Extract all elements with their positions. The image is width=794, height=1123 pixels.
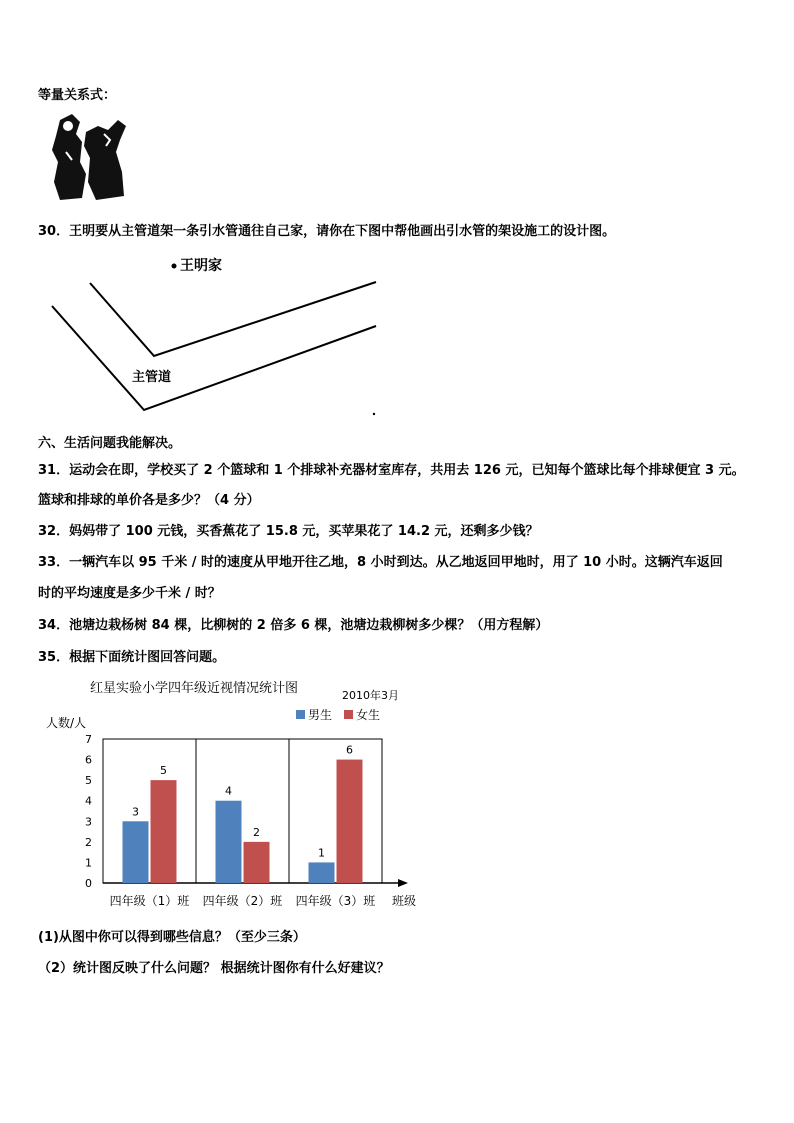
equation-label: 等量关系式： [38, 88, 117, 103]
figure-image [46, 112, 128, 204]
chart-subtitle: 2010年3月 [342, 689, 399, 702]
question-33-line-1: 33．一辆汽车以 95 千米 / 时的速度从甲地开往乙地，8 小时到达。从乙地返回甲地时，用了 10 小时。这辆汽车返回 [38, 555, 723, 570]
question-33-line-2: 时的平均速度是多少千米 / 时？ [38, 586, 221, 601]
x-axis-label: 班级 [392, 894, 417, 908]
question-32: 32．妈妈带了 100 元钱，买香蕉花了 15.8 元，买苹果花了 14.2 元，还剩多少钱？ [38, 524, 539, 539]
question-35-sub-1: (1)从图中你可以得到哪些信息？（至少三条） [38, 930, 306, 945]
y-tick-label: 7 [85, 733, 92, 746]
data-label: 4 [225, 784, 232, 798]
bar-boys [309, 862, 335, 883]
y-axis-label: 人数/人 [46, 716, 87, 730]
y-tick-label: 4 [85, 794, 92, 808]
pipe-inner-edge [90, 282, 376, 356]
category-label: 四年级（2）班 [202, 894, 283, 908]
y-tick-label: 6 [85, 753, 92, 767]
data-label: 6 [346, 743, 353, 757]
question-35-sub-2: （2）统计图反映了什么问题？ 根据统计图你有什么好建议？ [38, 961, 390, 976]
bar-boys [123, 821, 149, 883]
category-label: 四年级（1）班 [109, 894, 190, 908]
data-label: 2 [253, 825, 260, 839]
pipe-outer-edge [52, 306, 376, 410]
pipe-diagram [40, 250, 380, 420]
legend-swatch [296, 710, 305, 719]
question-34: 34．池塘边栽杨树 84 棵，比柳树的 2 倍多 6 棵，池塘边栽柳树多少棵？（用方程解） [38, 618, 549, 633]
data-label: 3 [132, 805, 139, 819]
y-tick-label: 5 [85, 774, 92, 788]
question-30: 30．王明要从主管道架一条引水管通往自己家，请你在下图中帮他画出引水管的架设施工的设计图。 [38, 224, 616, 239]
bar-chart [40, 672, 440, 917]
y-tick-label: 2 [85, 835, 92, 849]
chart-title: 红星实验小学四年级近视情况统计图 [90, 681, 299, 696]
house-label: 王明家 [180, 258, 222, 274]
category-label: 四年级（3）班 [295, 894, 376, 908]
house-dot [172, 264, 177, 269]
legend-label: 男生 [308, 708, 333, 722]
section-6-title: 六、生活问题我能解决。 [38, 436, 182, 451]
bar-girls [244, 842, 270, 883]
bar-boys [216, 801, 242, 883]
pipe-label: 主管道 [132, 370, 172, 385]
y-tick-label: 3 [85, 815, 92, 829]
x-axis-arrow [398, 879, 408, 887]
bar-girls [337, 760, 363, 883]
y-tick-label: 1 [85, 856, 92, 870]
legend-label: 女生 [356, 708, 381, 722]
y-tick-label: 0 [85, 877, 92, 890]
question-31-line-2: 篮球和排球的单价各是多少？（4 分） [38, 493, 260, 508]
legend-swatch [344, 710, 353, 719]
question-31-line-1: 31．运动会在即，学校买了 2 个篮球和 1 个排球补充器材室库存，共用去 126 元，已知每个篮球比每个排球便宜 3 元。 [38, 463, 745, 478]
data-label: 5 [160, 764, 167, 778]
data-label: 1 [318, 846, 325, 860]
question-35: 35．根据下面统计图回答问题。 [38, 650, 226, 665]
bar-girls [151, 780, 177, 883]
